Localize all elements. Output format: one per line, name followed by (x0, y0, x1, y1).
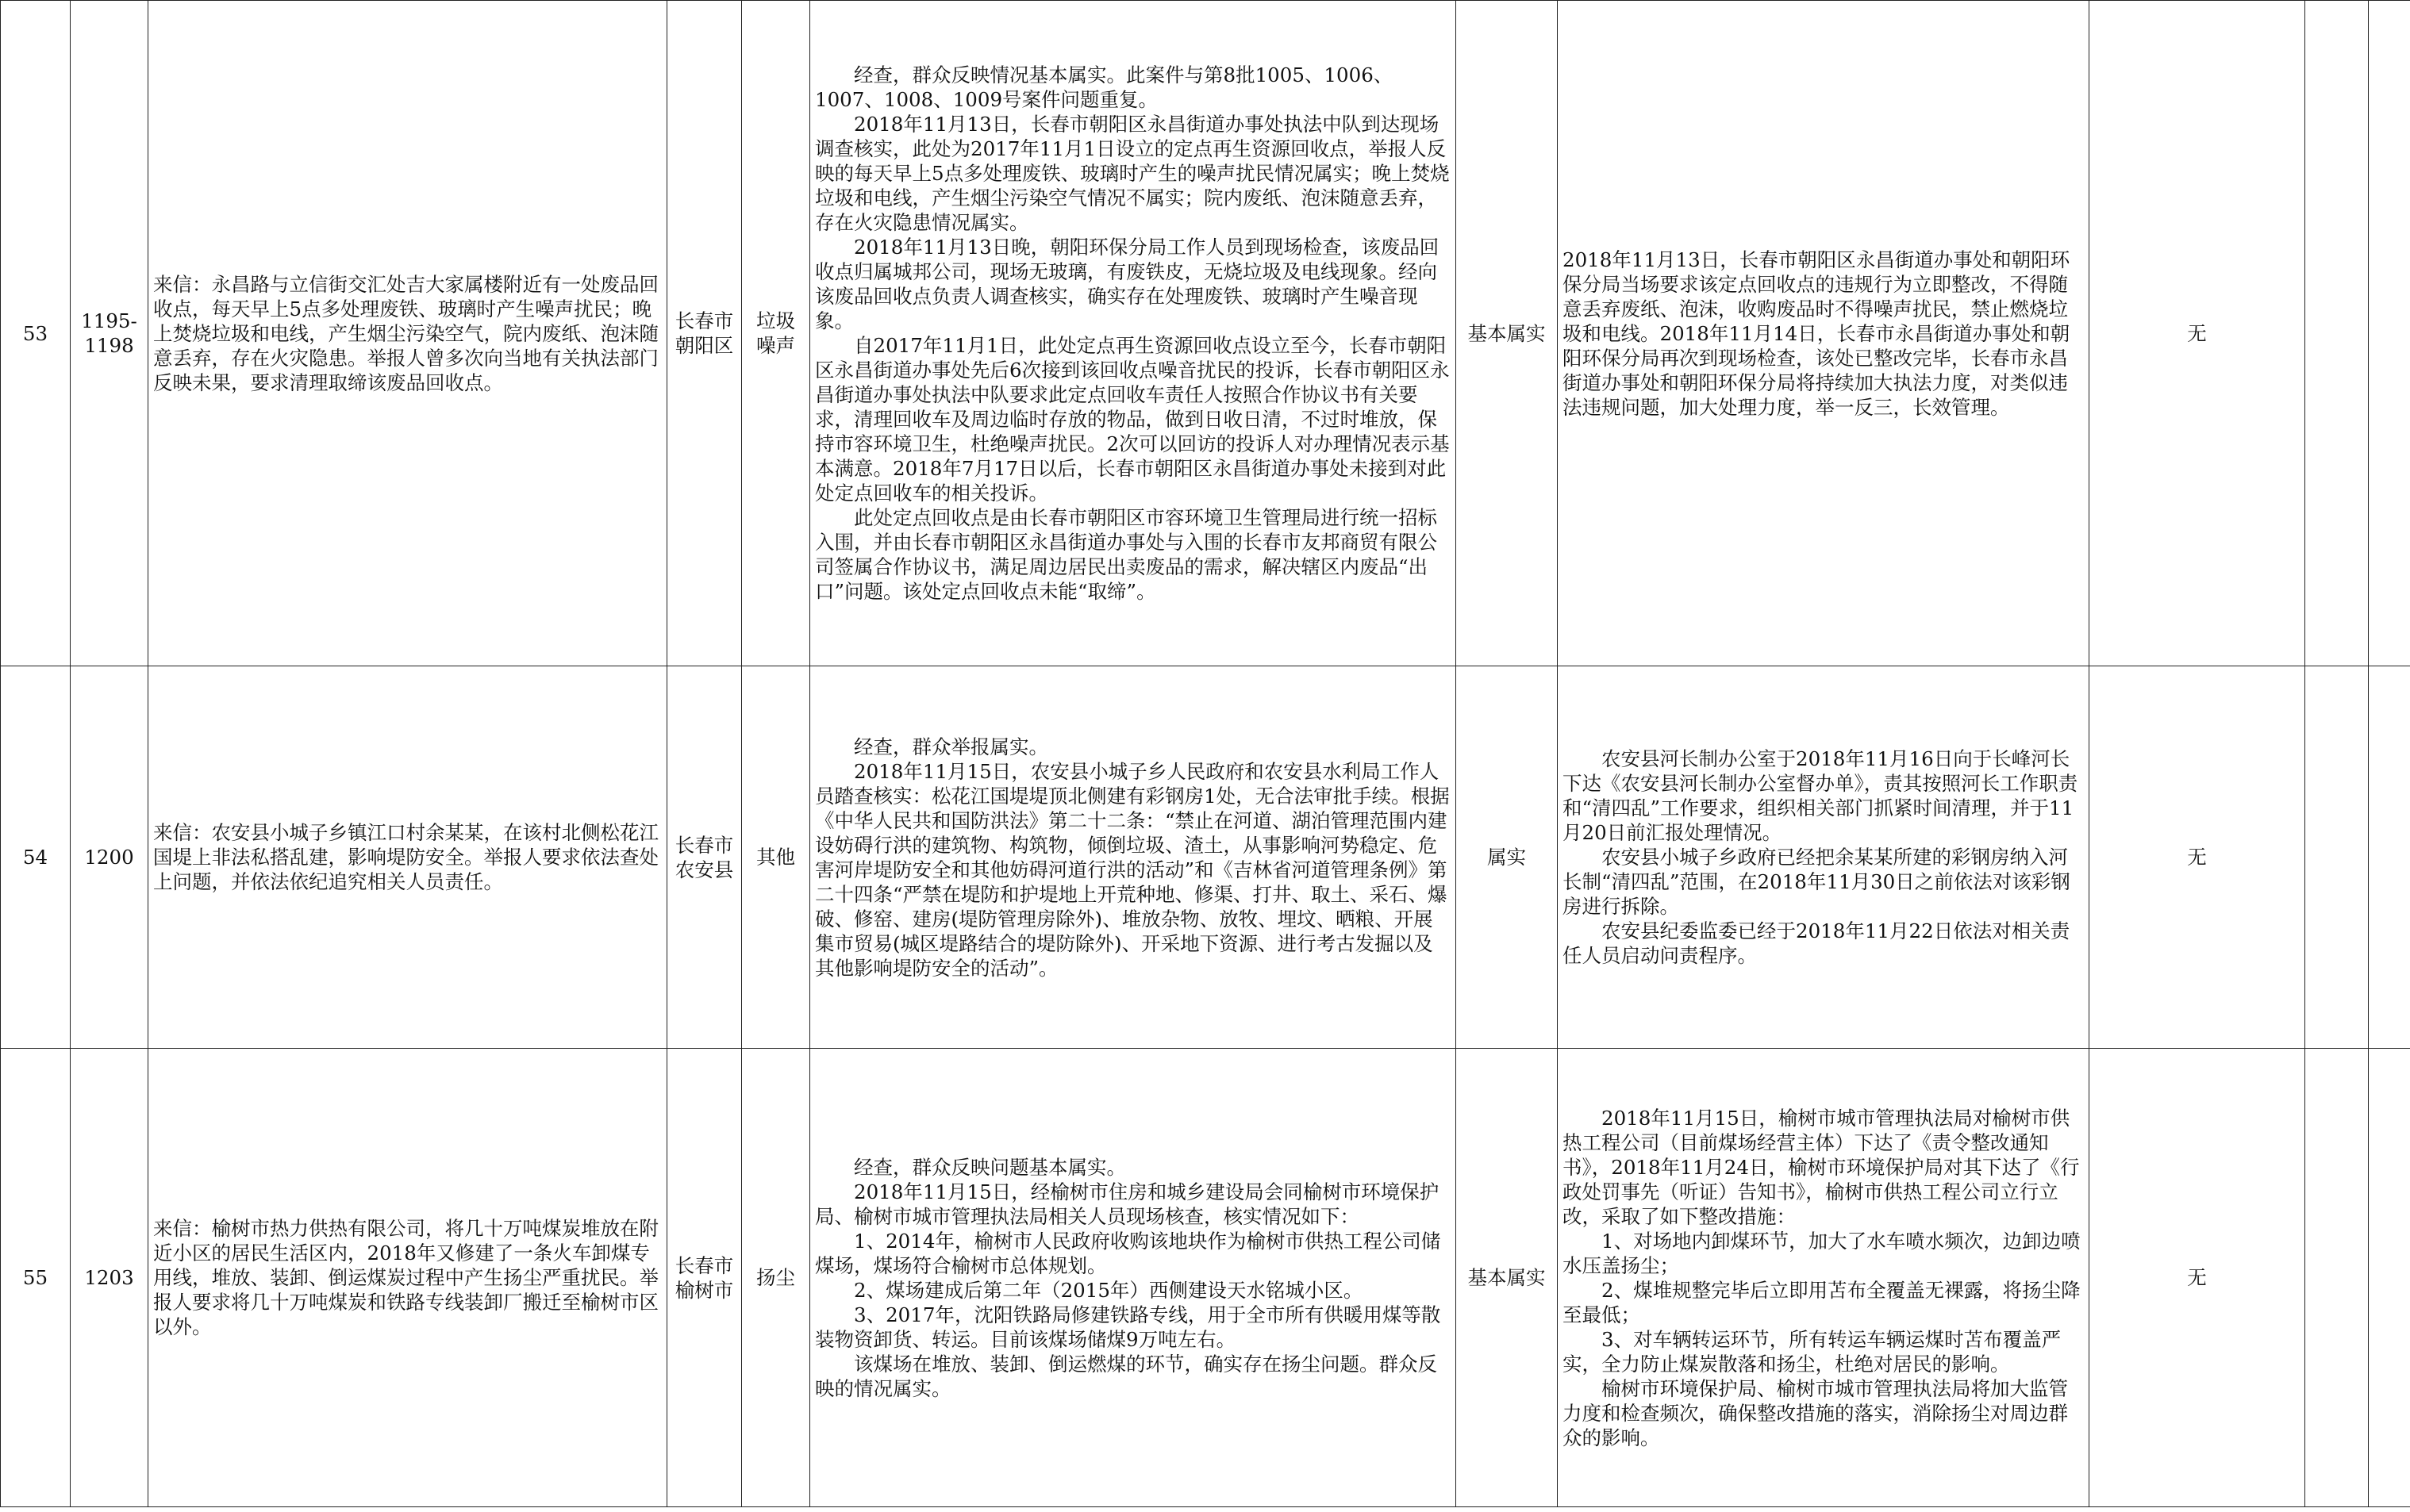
verification-details (810, 1049, 1456, 1507)
handling-paragraph: 农安县小城子乡政府已经把余某某所建的彩钢房纳入河长制“清四乱”范围，在2018年11月30日之前依法对该彩钢房进行拆除。 (1562, 846, 2070, 918)
complaint-content: 来信：榆树市热力供热有限公司，将几十万吨煤炭堆放在附近小区的居民生活区内，2018年又修建了一条火车卸煤专用线，堆放、装卸、倒运煤炭过程中产生扬尘严重扰民。举报人要求将几十万吨煤炭和铁路专线装卸厂搬迁至榆树市区以外。 (148, 1049, 667, 1507)
region: 长春市农安县 (667, 666, 742, 1049)
verification-details (810, 1, 1456, 666)
table-row (1, 1, 2410, 666)
verification-paragraph: 经查，群众举报属实。 (854, 735, 1048, 758)
accountability: 无 (2089, 666, 2305, 1049)
handling-paragraph: 2、煤堆规整完毕后立即用苫布全覆盖无裸露，将扬尘降至最低； (1562, 1278, 2081, 1326)
verification-paragraph: 3、2017年，沈阳铁路局修建铁路专线，用于全市所有供暖用煤等散装物资卸货、转运。目前该煤场储煤9万吨左右。 (815, 1303, 1441, 1351)
verification-result: 属实 (1456, 666, 1558, 1049)
case-number: 1200 (71, 666, 148, 1049)
verification-paragraph: 此处定点回收点是由长春市朝阳区市容环境卫生管理局进行统一招标入围，并由长春市朝阳区永昌街道办事处与入围的长春市友邦商贸有限公司签属合作协议书，满足周边居民出卖废品的需求，解决辖区内废品“出口”问题。该处定点回收点未能“取缔”。 (815, 506, 1437, 603)
handling-details (1558, 1, 2089, 666)
complaint-content: 来信：永昌路与立信街交汇处吉大家属楼附近有一处废品回收点，每天早上5点多处理废铁、玻璃时产生噪声扰民；晚上焚烧垃圾和电线，产生烟尘污染空气，院内废纸、泡沫随意丢弃，存在火灾隐患。举报人曾多次向当地有关执法部门反映未果，要求清理取缔该废品回收点。 (148, 1, 667, 666)
verification-paragraph: 自2017年11月1日，此处定点再生资源回收点设立至今，长春市朝阳区永昌街道办事处先后6次接到该回收点噪音扰民的投诉，长春市朝阳区永昌街道办事处执法中队要求此定点回收车责任人按照合作协议书有关要求，清理回收车及周边临时存放的物品，做到日收日清，不过时堆放，保持市容环境卫生，杜绝噪声扰民。2次可以回访的投诉人对办理情况表示基本满意。2018年7月17日以后，长春市朝阳区永昌街道办事处未接到对此处定点回收车的相关投诉。 (815, 334, 1450, 505)
pollution-type: 扬尘 (742, 1049, 810, 1507)
verification-paragraph: 经查，群众反映情况基本属实。此案件与第8批1005、1006、1007、1008、1009号案件问题重复。 (815, 63, 1393, 111)
handling-details (1558, 666, 2089, 1049)
row-number: 55 (1, 1049, 71, 1507)
verification-paragraph: 2018年11月13日，长春市朝阳区永昌街道办事处执法中队到达现场调查核实，此处为2017年11月1日设立的定点再生资源回收点，举报人反映的每天早上5点多处理废铁、玻璃时产生的噪声扰民情况属实；晚上焚烧垃圾和电线，产生烟尘污染空气情况不属实；院内废纸、泡沫随意丢弃，存在火灾隐患情况属实。 (815, 113, 1450, 234)
pollution-type: 垃圾噪声 (742, 1, 810, 666)
verification-paragraph: 2018年11月15日，经榆树市住房和城乡建设局会同榆树市环境保护局、榆树市城市管理执法局相关人员现场核查，核实情况如下： (815, 1180, 1439, 1228)
table-row (1, 666, 2410, 1049)
empty-cell (2305, 1049, 2369, 1507)
verification-paragraph: 该煤场在堆放、装卸、倒运燃煤的环节，确实存在扬尘问题。群众反映的情况属实。 (815, 1352, 1437, 1400)
verification-details (810, 666, 1456, 1049)
case-number: 1203 (71, 1049, 148, 1507)
handling-paragraph: 农安县河长制办公室于2018年11月16日向于长峰河长下达《农安县河长制办公室督办单》，责其按照河长工作职责和“清四乱”工作要求，组织相关部门抓紧时间清理，并于11月20日前汇报处理情况。 (1562, 747, 2078, 844)
verification-paragraph: 2018年11月15日，农安县小城子乡人民政府和农安县水利局工作人员踏查核实：松花江国堤堤顶北侧建有彩钢房1处，无合法审批手续。根据《中华人民共和国防洪法》第二十二条：“禁止在河道、湖泊管理范围内建设妨碍行洪的建筑物、构筑物，倾倒垃圾、渣土，从事影响河势稳定、危害河岸堤防安全和其他妨碍河道行洪的活动”和《吉林省河道管理条例》第二十四条“严禁在堤防和护堤地上开荒种地、修渠、打井、取土、采石、爆破、修窑、建房(堤防管理房除外)、堆放杂物、放牧、埋坟、晒粮、开展集市贸易(城区堤路结合的堤防除外)、开采地下资源、进行考古发掘以及其他影响堤防安全的活动”。 (815, 759, 1450, 980)
accountability: 无 (2089, 1049, 2305, 1507)
verification-paragraph: 经查，群众反映问题基本属实。 (854, 1155, 1126, 1179)
handling-paragraph: 2018年11月15日，榆树市城市管理执法局对榆树市供热工程公司（目前煤场经营主体）下达了《责令整改通知书》，2018年11月24日，榆树市环境保护局对其下达了《行政处罚事先（听证）告知书》，榆树市供热工程公司立行立改，采取了如下整改措施： (1562, 1106, 2080, 1228)
handling-details (1558, 1049, 2089, 1507)
verification-paragraph: 2018年11月13日晚，朝阳环保分局工作人员到现场检查，该废品回收点归属城邦公司，现场无玻璃，有废铁皮，无烧垃圾及电线现象。经向该废品回收点负责人调查核实，确实存在处理废铁、玻璃时产生噪音现象。 (815, 236, 1439, 332)
empty-cell (2369, 666, 2410, 1049)
row-number: 54 (1, 666, 71, 1049)
empty-cell (2369, 1, 2410, 666)
handling-paragraph: 2018年11月13日，长春市朝阳区永昌街道办事处和朝阳环保分局当场要求该定点回收点的违规行为立即整改，不得随意丢弃废纸、泡沫，收购废品时不得噪声扰民，禁止燃烧垃圾和电线。2018年11月14日，长春市永昌街道办事处和朝阳环保分局再次到现场检查，该处已整改完毕，长春市永昌街道办事处和朝阳环保分局将持续加大执法力度，对类似违法违规问题，加大处理力度，举一反三，长效管理。 (1562, 248, 2070, 419)
verification-paragraph: 1、2014年，榆树市人民政府收购该地块作为榆树市供热工程公司储煤场，煤场符合榆树市总体规划。 (815, 1229, 1441, 1277)
row-number: 53 (1, 1, 71, 666)
verification-result: 基本属实 (1456, 1, 1558, 666)
case-number: 1195-1198 (71, 1, 148, 666)
handling-paragraph: 3、对车辆转运环节，所有转运车辆运煤时苫布覆盖严实，全力防止煤炭散落和扬尘，杜绝对居民的影响。 (1562, 1327, 2062, 1376)
handling-paragraph: 榆树市环境保护局、榆树市城市管理执法局将加大监管力度和检查频次，确保整改措施的落实，消除扬尘对周边群众的影响。 (1562, 1376, 2068, 1449)
region: 长春市朝阳区 (667, 1, 742, 666)
region: 长春市榆树市 (667, 1049, 742, 1507)
verification-paragraph: 2、煤场建成后第二年（2015年）西侧建设天水铭城小区。 (854, 1278, 1363, 1302)
empty-cell (2305, 666, 2369, 1049)
handling-paragraph: 1、对场地内卸煤环节，加大了水车喷水频次，边卸边喷水压盖扬尘； (1562, 1229, 2081, 1277)
table-row (1, 1049, 2410, 1507)
empty-cell (2305, 1, 2369, 666)
empty-cell (2369, 1049, 2410, 1507)
verification-result: 基本属实 (1456, 1049, 1558, 1507)
complaint-content: 来信：农安县小城子乡镇江口村余某某，在该村北侧松花江国堤上非法私搭乱建，影响堤防安全。举报人要求依法查处上问题，并依法依纪追究相关人员责任。 (148, 666, 667, 1049)
handling-paragraph: 农安县纪委监委已经于2018年11月22日依法对相关责任人员启动问责程序。 (1562, 919, 2070, 967)
accountability: 无 (2089, 1, 2305, 666)
pollution-type: 其他 (742, 666, 810, 1049)
